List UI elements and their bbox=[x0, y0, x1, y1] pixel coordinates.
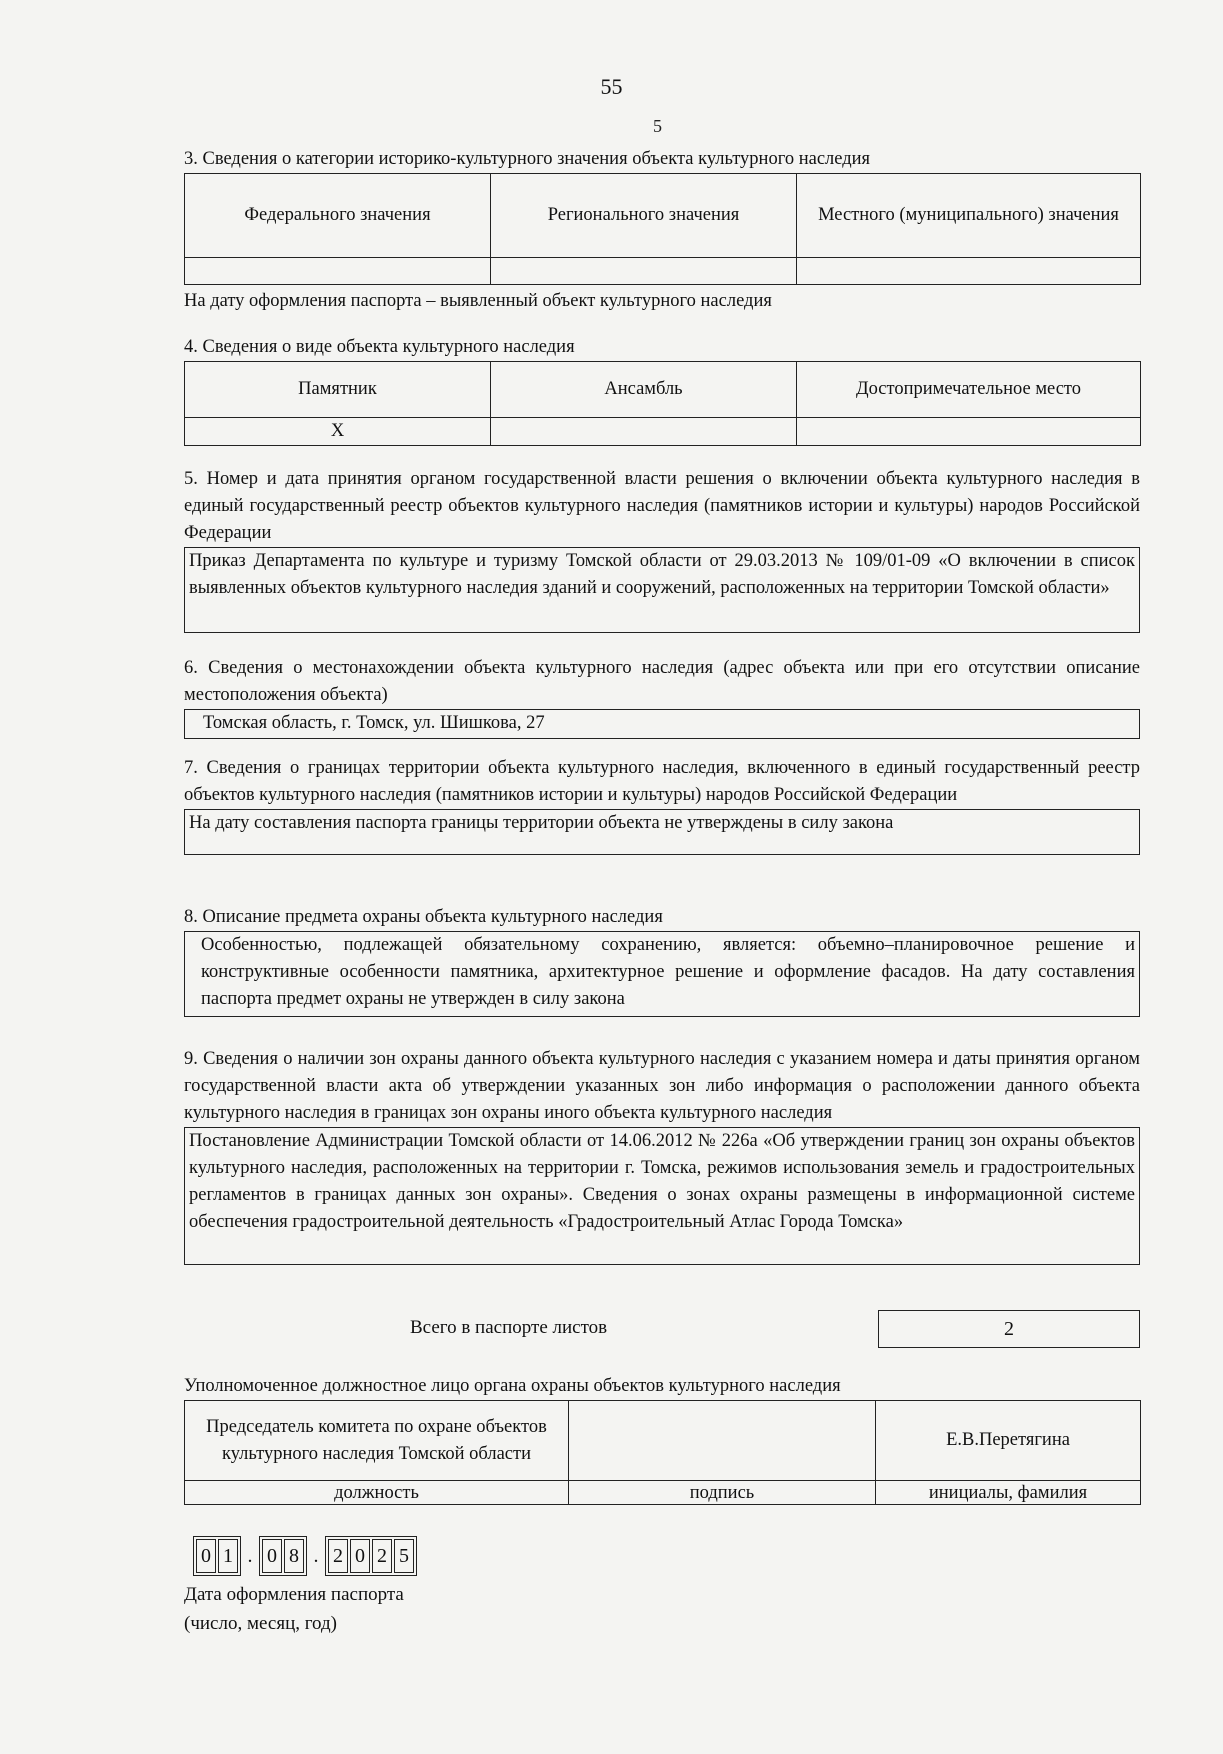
section-7 bbox=[184, 755, 1140, 855]
date-caption-line-1: Дата оформления паспорта bbox=[184, 1584, 404, 1605]
section-8 bbox=[184, 904, 1140, 1017]
section-8-title: 8. Описание предмета охраны объекта культурного наследия bbox=[184, 907, 663, 927]
registry-decision-box: Приказ Департамента по культуре и туризму Томской области от 29.03.2013 № 109/01-09 «О включении в список выявленных объектов культурного наследия зданий и сооружений, расположенных на территории Томской области» bbox=[184, 547, 1140, 633]
official-title: Уполномоченное должностное лицо органа охраны объектов культурного наследия bbox=[184, 1376, 841, 1396]
category-value-federal bbox=[185, 258, 491, 285]
official-table bbox=[184, 1400, 1141, 1505]
category-value-regional bbox=[491, 258, 797, 285]
date-separator: . bbox=[247, 1544, 253, 1567]
section-9 bbox=[184, 1046, 1140, 1265]
caption-name: инициалы, фамилия bbox=[876, 1481, 1141, 1505]
caption-signature: подпись bbox=[569, 1481, 876, 1505]
total-sheets-label: Всего в паспорте листов bbox=[410, 1317, 608, 1338]
type-value-monument: Х bbox=[185, 418, 491, 446]
official-name: Е.В.Перетягина bbox=[876, 1401, 1141, 1481]
date-digit: 0 bbox=[350, 1539, 370, 1573]
date-caption-line-2: (число, месяц, год) bbox=[184, 1613, 338, 1634]
category-note: На дату оформления паспорта – выявленный объект культурного наследия bbox=[184, 291, 772, 311]
date-month bbox=[259, 1536, 307, 1576]
date-digit: 8 bbox=[284, 1539, 304, 1573]
category-table bbox=[184, 173, 1141, 285]
official-position: Председатель комитета по охране объектов культурного наследия Томской области bbox=[185, 1401, 569, 1481]
section-7-title: 7. Сведения о границах территории объекта культурного наследия, включенного в единый государственный реестр объектов культурного наследия (памятников истории и культуры) народов Российской Федерации bbox=[184, 758, 1140, 805]
page-sub-number: 5 bbox=[653, 116, 662, 136]
category-value-local bbox=[797, 258, 1141, 285]
official-section bbox=[184, 1373, 1140, 1505]
passport-date bbox=[193, 1536, 419, 1576]
official-signature bbox=[569, 1401, 876, 1481]
type-table bbox=[184, 361, 1141, 446]
date-digit: 0 bbox=[262, 1539, 282, 1573]
section-5 bbox=[184, 466, 1140, 633]
section-5-title: 5. Номер и дата принятия органом государственной власти решения о включении объекта культурного наследия в единый государственный реестр объектов культурного наследия (памятников истории и культуры) народов Российской Федерации bbox=[184, 469, 1140, 543]
total-sheets-value: 2 bbox=[878, 1310, 1140, 1348]
type-header-landmark: Достопримечательное место bbox=[797, 362, 1141, 418]
date-digit: 1 bbox=[218, 1539, 238, 1573]
category-header-regional: Регионального значения bbox=[491, 174, 797, 258]
section-3 bbox=[184, 146, 1140, 315]
section-4-title: 4. Сведения о виде объекта культурного наследия bbox=[184, 337, 575, 357]
type-header-monument: Памятник bbox=[185, 362, 491, 418]
date-digit: 2 bbox=[372, 1539, 392, 1573]
protection-zones-box: Постановление Администрации Томской области от 14.06.2012 № 226а «Об утверждении границ зон охраны объектов культурного наследия, расположенных на территории г. Томска, режимов использования земель и градостроительных регламентов в границах данных зон охраны». Сведения о зонах охраны размещены в информационной системе обеспечения градостроительной деятельность «Градостроительный Атлас Города Томска» bbox=[184, 1127, 1140, 1265]
protection-subject-box: Особенностью, подлежащей обязательному сохранению, является: объемно–планировочное решение и конструктивные особенности памятника, архитектурное решение и оформление фасадов. На дату составления паспорта предмет охраны не утвержден в силу закона bbox=[184, 931, 1140, 1017]
date-digit: 5 bbox=[394, 1539, 414, 1573]
date-year bbox=[325, 1536, 417, 1576]
caption-position: должность bbox=[185, 1481, 569, 1505]
date-caption bbox=[184, 1580, 404, 1638]
section-9-title: 9. Сведения о наличии зон охраны данного объекта культурного наследия с указанием номера и даты принятия органом государственной власти акта об утверждении указанных зон либо информация о расположении данного объекта культурного наследия в границах зон охраны иного объекта культурного наследия bbox=[184, 1049, 1140, 1123]
category-header-local: Местного (муниципального) значения bbox=[797, 174, 1141, 258]
section-3-title: 3. Сведения о категории историко-культурного значения объекта культурного наследия bbox=[184, 149, 871, 169]
type-value-ensemble bbox=[491, 418, 797, 446]
territory-box: На дату составления паспорта границы территории объекта не утверждены в силу закона bbox=[184, 809, 1140, 855]
section-6 bbox=[184, 655, 1140, 739]
section-4 bbox=[184, 334, 1140, 446]
category-header-federal: Федерального значения bbox=[185, 174, 491, 258]
type-header-ensemble: Ансамбль bbox=[491, 362, 797, 418]
page-number: 55 bbox=[600, 74, 623, 99]
date-digit: 2 bbox=[328, 1539, 348, 1573]
address-box: Томская область, г. Томск, ул. Шишкова, 27 bbox=[184, 709, 1140, 739]
date-separator: . bbox=[313, 1544, 319, 1567]
type-value-landmark bbox=[797, 418, 1141, 446]
section-6-title: 6. Сведения о местонахождении объекта культурного наследия (адрес объекта или при его отсутствии описание местоположения объекта) bbox=[184, 658, 1140, 705]
date-digit: 0 bbox=[196, 1539, 216, 1573]
date-day bbox=[193, 1536, 241, 1576]
